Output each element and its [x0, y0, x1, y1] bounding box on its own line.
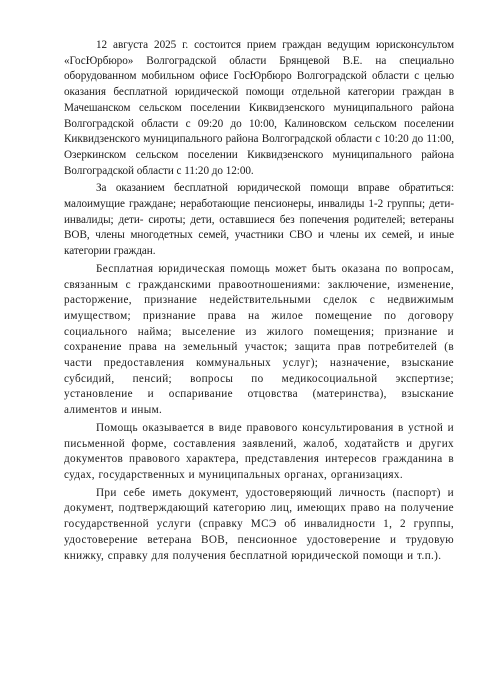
paragraph-forms-of-assistance: Помощь оказывается в виде правового консультирования в устной и письменной форме, составления заявлений, жалоб, ходатайств и других документов правового характера, представления интересов гражданина в судах, государственных и муниципальных органах, организациях. — [64, 421, 454, 481]
paragraph-required-documents: При себе иметь документ, удостоверяющий личность (паспорт) и документ, подтверждающий категорию лиц, имеющих право на получение государственной услуги (справку МСЭ об инвалидности 1, 2 группы, удостоверение ветерана ВОВ, пенсионное удостоверение и трудовую книжку, справку для получения бесплатной юридической помощи и т.п.). — [64, 486, 454, 562]
paragraph-reception-announcement: 12 августа 2025 г. состоится прием граждан ведущим юрисконсультом «ГосЮрбюро» Волгоградской области Брянцевой В.Е. на специально оборудованном мобильном офисе ГосЮрбюро Волгоградской области с целью оказания бесплатной юридической помощи отдельной категории граждан в Мачешанском сельском поселении Киквидзенского муниципального района Волгоградской области с 09:20 до 10:00, Калиновском сельском поселении Киквидзенского муниципального района Волгоградской области с 10:20 до 11:00, Озеркинском сельском поселении Киквидзенского муниципального района Волгоградской области с 11:20 до 12:00. — [64, 39, 454, 177]
paragraph-legal-issues: Бесплатная юридическая помощь может быть оказана по вопросам, связанным с гражданскими правоотношениями: заключение, изменение, расторжение, признание недействительными сделок с недвижимым имуществом; признание права на жилое помещение по договору социального найма; выселение из жилого помещения; признание и сохранение права на земельный участок; защита прав потребителей (в части предоставления коммунальных услуг); назначение, взыскание субсидий, пенсий; вопросы по медикосоциальной экспертизе; установление и оспаривание отцовства (материнства), взыскание алиментов и иным. — [64, 262, 454, 417]
document-page — [64, 38, 454, 564]
paragraph-eligible-citizens: За оказанием бесплатной юридической помощи вправе обратиться: малоимущие граждане; неработающие пенсионеры, инвалиды 1-2 группы; дети-инвалиды; дети- сироты; дети, оставшиеся без попечения родителей; ветераны ВОВ, члены многодетных семей, участники СВО и члены их семей, и иные категории граждан. — [64, 182, 454, 258]
